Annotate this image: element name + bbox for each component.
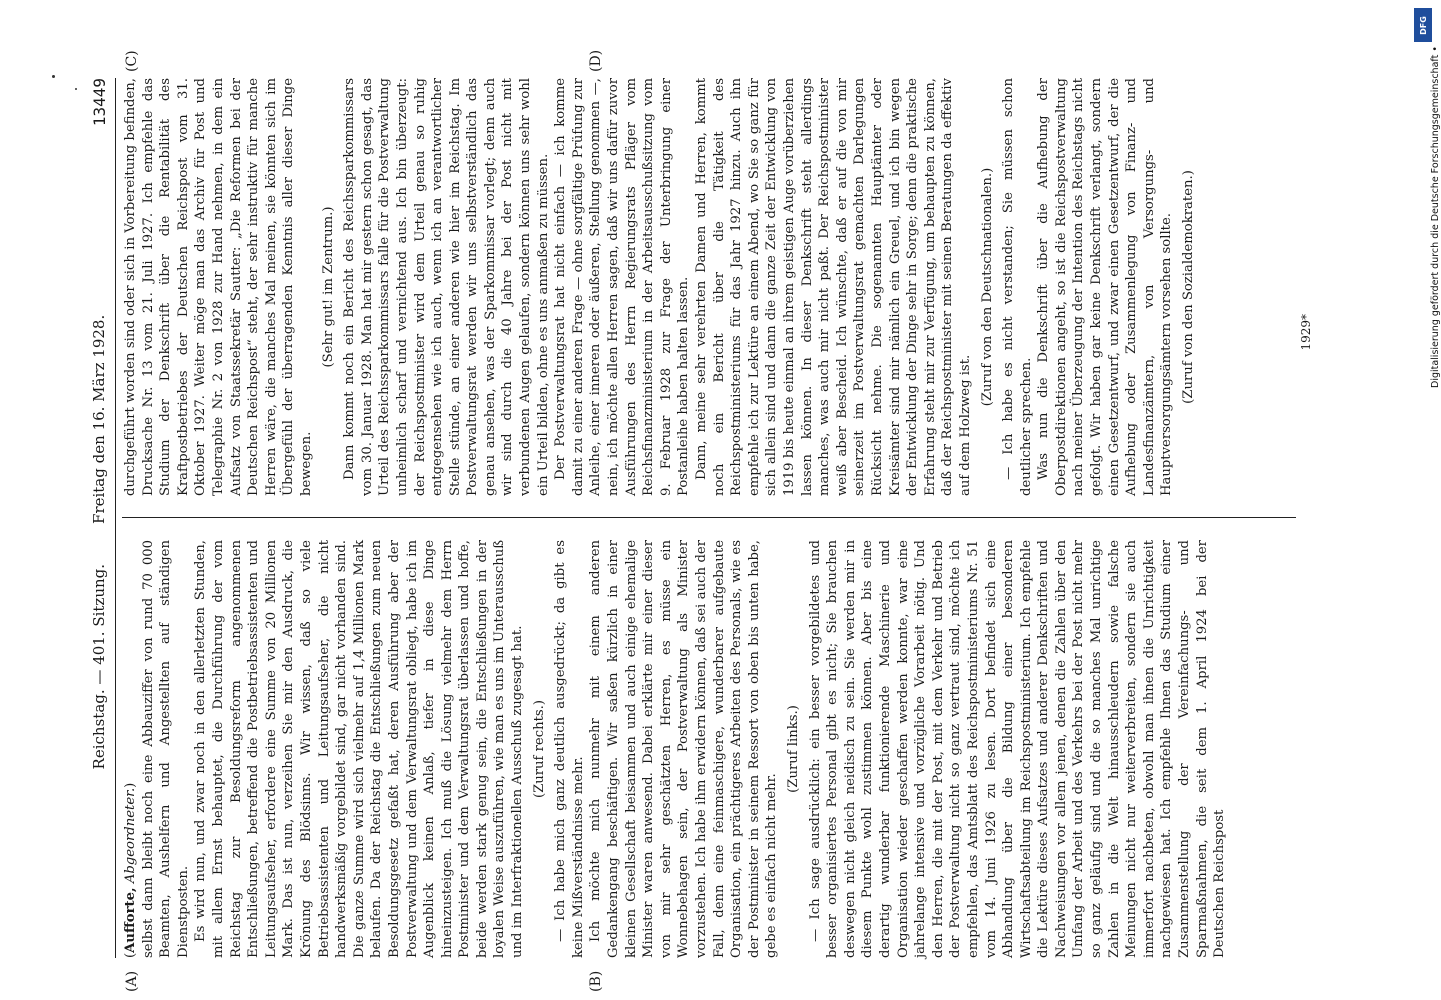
header-right-date: Freitag den 16. März 1928. — [90, 314, 109, 524]
digitization-credit: Digitalisierung gefördert durch die Deutsche Forschungsgemeinschaft • — [1430, 46, 1441, 388]
speaker-role: Abgeordneter. — [123, 787, 138, 884]
interjection: (Sehr gut! im Zentrum.) — [320, 206, 336, 368]
body-paragraph: Ich möchte mich nunmehr mit einem anderen Gedankengang beschäftigen. Wir saßen kürzlich in einer kleinen Gesellschaft beisammen und auch einige ehemalige Minister waren anwesend. Dabei erklärte mir einer dieser von mir sehr geschätzten Herren, es müsse ein Wonnebehagen sein, der Postverwaltung als Minister vorzustehen. Ich habe ihm erwidern können, daß sei auch der Fall, denn eine feinmaschigere, wunderbarer aufgebaute Organisation, ein prächtigeres Arbeiten des Personals, wie es der Postminister in seinem Ressort von oben bis unten habe, gebe es einfach nicht mehr. — [588, 540, 780, 958]
scan-speck — [52, 75, 55, 78]
margin-mark-d: (D) — [588, 49, 604, 72]
margin-mark-b: (B) — [588, 970, 604, 992]
body-paragraph: Es wird nun, und zwar noch in den allerletzten Stunden, mit allem Ernst behauptet, die Durchführung der vom Reichstag zur Besoldungsreform angenommenen Entschließungen, betreffend die Postbetriebsassistenten und Leitungsaufseher, erfordere eine Summe von 20 Millionen Mark. Das ist nun, verzeihen Sie mir den Ausdruck, die Krönung des Blödsinns. Wir wissen, daß so viele Betriebsassistenten und Leitungsaufseher, die nicht handwerksmäßig vorgebildet sind, gar nicht vorhanden sind. Die ganze Summe wird sich vielmehr auf 1,4 Millionen Mark belaufen. Da der Reichstag die Entschließungen zum neuen Besoldungsgesetz gefaßt hat, deren Ausführung aber der Postverwaltung und dem Verwaltungsrat obliegt, habe ich im Augenblick keinen Anlaß, tiefer in diese Dinge hineinzusteigen. Ich muß die Lösung vielmehr dem Herrn Postminister und dem Verwaltungsrat überlassen und hoffe, beide werden stark genug sein, die Entschließungen in der loyalen Weise auszuführen, wie man es uns im Unterausschuß und im Interfraktionellen Ausschuß zugesagt hat. — [193, 540, 526, 958]
document-page — [88, 49, 1318, 992]
body-paragraph: Dann kommt noch ein Bericht des Reichssparkommissars vom 30. Januar 1928. Man hat mir gestern schon gesagt, das Urteil des Reichssparkommissars falle für die Postverwaltung unheimlich scharf und vernichtend aus. Ich bin überzeugt: der Reichspostminister wird dem Urteil genau so ruhig entgegensehen wie ich auch, wenn ich an verantwortlicher Stelle stünde, an einer anderen wie hier im Reichstag. Im Postverwaltungsrat werden wir uns selbstverständlich das genau ansehen, was der Sparkommissar vorlegt; denn auch wir sind durch die 40 Jahre bei der Post nicht mit verbundenen Augen gelaufen, sondern können uns sehr wohl ein Urteil bilden, ohne es uns anmaßen zu müssen. — [342, 78, 551, 496]
margin-mark-a: (A) — [124, 970, 140, 992]
speaker-line: (Aufforte, Abgeordneter.) — [123, 782, 138, 958]
body-paragraph: Dann, meine sehr verehrten Damen und Herren, kommt noch ein Bericht über die Tätigkeit des Reichspostministeriums für das Jahr 1927 hinzu. Auch ihn empfehle ich zur Lektüre an einem Abend, wo Sie so ganz für sich allein sind und dann die ganze Zeit der Entwicklung von 1919 bis heute einmal an ihrem geistigen Auge vorüberziehen lassen können. In dieser Denkschrift steht allerdings manches, was auch mir nicht paßt. Der Reichspostminister weiß aber Bescheid. Ich wünschte, daß er auf die von mir seinerzeit im Postverwaltungsrat gemachten Darlegungen Rücksicht nehme. Die sogenannten Hauptämter oder Kreisämter sind mir nämlich ein Greuel, und ich bin wegen der Entwicklung der Dinge sehr in Sorge; denn die praktische Erfahrung steht mir zur Verfügung, um behaupten zu können, daß der Reichspostminister mit seinen Beratungen da effektiv auf dem Holzweg ist. — [694, 78, 973, 496]
scan-speck — [75, 88, 77, 90]
header-rule — [115, 78, 116, 958]
margin-mark-c: (C) — [124, 50, 140, 72]
header-center — [91, 126, 109, 958]
page-header — [88, 78, 112, 958]
body-paragraph: selbst dann bleibt noch eine Abbauziffer von rund 70 000 Beamten, Aushelfern und Angestellten auf ständigen Dienstposten. — [140, 540, 191, 958]
interjection: (Zuruf rechts.) — [531, 699, 547, 799]
digitization-strip — [1414, 8, 1441, 458]
body-paragraph: durchgeführt worden sind oder sich in Vorbereitung befinden, Drucksache Nr. 13 vom 21. Juli 1927. Ich empfehle das Studium der Denkschrift über die Rentabilität des Kraftpostbetriebes der Deutschen Reichspost vom 31. Oktober 1927. Weiter möge man das Archiv für Post und Telegraphie Nr. 2 von 1928 zur Hand nehmen, in dem ein Aufsatz von Staatssekretär Sautter: „Die Reformen bei der Deutschen Reichspost“ steht, der sehr instruktiv für manche Herren wäre, die manches Mal meinen, sie könnten sich im Übergefühl der überragenden Kenntnis aller dieser Dinge bewegen. — [123, 78, 314, 496]
right-text-column — [122, 78, 1202, 496]
interjection: (Zuruf von den Deutschnationalen.) — [979, 167, 995, 407]
body-paragraph: — Ich habe es nicht verstanden; Sie müssen schon deutlicher sprechen. — [1001, 78, 1034, 496]
interjection: (Zuruf von den Sozialdemokraten.) — [1181, 170, 1197, 404]
dfg-logo-text: DFG — [1418, 15, 1428, 35]
body-paragraph: — Ich sage ausdrücklich: ein besser vorgebildetes und besser organisiertes Personal gibt es nicht; Sie brauchen deswegen nicht gleich neidisch zu sein. Sie werden mir in diesem Punkte wohl zustimmen können. Aber bis eine derartig wunderbar funktionierende Maschinerie und Organisation wieder geschaffen werden konnte, war eine jahrelange intensive und vorzügliche Vorarbeit nötig. Und den Herren, die mit der Post, mit dem Verkehr und Betrieb der Postverwaltung nicht so ganz vertraut sind, möchte ich empfehlen, das Amtsblatt des Reichspostministeriums Nr. 51 vom 14. Juni 1926 zu lesen. Dort befindet sich eine Abhandlung über die Bildung einer besonderen Wirtschaftsabteilung im Reichspostministerium. Ich empfehle die Lektüre dieses Aufsatzes und anderer Denkschriften und Nachweisungen vor allem jenen, denen die Zahlen über den Umfang der Arbeit und des Verkehrs bei der Post nicht mehr so ganz geläufig sind und die so manches Mal unrichtige Zahlen in die Welt hinausschleudern sowie falsche Meinungen nicht nur weiterverbreiten, sondern sie auch immerfort nachbeten, obwohl man ihnen die Unrichtigkeit nachgewiesen hat. Ich empfehle Ihnen das Studium einer Zusammenstellung der Vereinfachungs- und Sparmaßnahmen, die seit dem 1. April 1924 bei der Deutschen Reichspost — [807, 540, 1228, 958]
speaker-name: Aufforte, — [123, 887, 138, 953]
interjection: (Zuruf links.) — [785, 705, 801, 793]
body-paragraph: Der Postverwaltungsrat hat nicht einfach — ich komme damit zu einer anderen Frage — ohne sorgfältige Prüfung zur Anleihe, einer inneren oder äußeren, Stellung genommen —, nein, ich möchte allen Herren sagen, daß wir uns dafür zuvor Ausführungen des Herrn Regierungsrats Pfläger vom Reichsfinanzministerium in der Arbeitsausschußsitzung vom 9. Februar 1928 zur Frage der Unterbringung einer Postanleihe haben halten lassen. — [553, 78, 692, 496]
left-text-column — [122, 540, 1229, 958]
body-paragraph: Was nun die Denkschrift über die Aufhebung der Oberpostdirektionen angeht, so ist die Reichspostverwaltung nach meiner Überzeugung der Intention des Reichstags nicht gefolgt. Wir haben gar keine Denkschrift verlangt, sondern einen Gesetzentwurf, und zwar einen Gesetzentwurf, der die Aufhebung oder Zusammenlegung von Finanz- und Landesfinanzämtern, von Versorgungs- und Hauptversorgungsämtern vorsehen sollte. — [1036, 78, 1175, 496]
body-paragraph: — Ich habe mich ganz deutlich ausgedrückt; da gibt es keine Mißverständnisse mehr. — [553, 540, 586, 958]
column-divider — [122, 517, 1296, 518]
header-left-title: Reichstag. — 401. Sitzung. — [90, 563, 109, 770]
page-number: 13449 — [90, 78, 110, 127]
printer-signature: 1929* — [1299, 314, 1314, 351]
dfg-logo — [1414, 8, 1432, 42]
